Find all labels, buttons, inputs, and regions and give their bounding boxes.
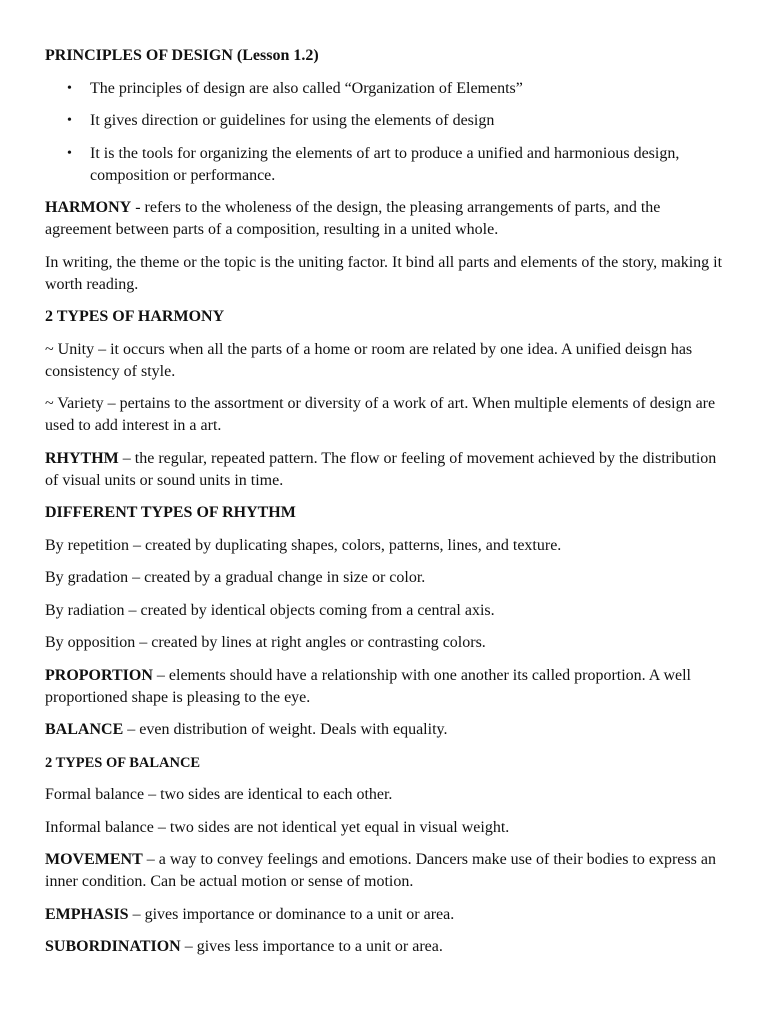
harmony-paragraph — [45, 197, 730, 241]
harmony-definition: - refers to the wholeness of the design, the pleasing arrangements of parts, and the agreement between parts of a composition, resulting in a united whole. — [45, 199, 661, 238]
rhythm-types-heading: DIFFERENT TYPES OF RHYTHM — [45, 504, 296, 521]
balance-definition: – even distribution of weight. Deals with equality. — [123, 721, 448, 738]
movement-paragraph — [45, 849, 730, 893]
subordination-definition: – gives less importance to a unit or area. — [180, 938, 443, 955]
balance-term: BALANCE — [45, 721, 124, 738]
rhythm-paragraph — [45, 448, 730, 492]
intro-bullet-item: • It is the tools for organizing the elements of art to produce a unified and harmonious design, composition or performance. — [90, 143, 730, 187]
document-title: PRINCIPLES OF DESIGN (Lesson 1.2) — [45, 47, 319, 64]
balance-types-heading: 2 TYPES OF BALANCE — [45, 754, 201, 771]
harmony-types-heading: 2 TYPES OF HARMONY — [45, 308, 225, 325]
movement-term: MOVEMENT — [45, 851, 143, 868]
movement-definition: – a way to convey feelings and emotions. Dancers make use of their bodies to express an inner condition. Can be actual motion or sense of motion. — [45, 851, 716, 890]
document-page — [45, 45, 730, 969]
variety-paragraph: ~ Variety – pertains to the assortment or diversity of a work of art. When multiple elements of design are used to add interest in a art. — [45, 395, 716, 434]
rhythm-type-gradation: By gradation – created by a gradual change in size or color. — [45, 569, 426, 586]
intro-bullet-item: • It gives direction or guidelines for using the elements of design — [90, 110, 730, 132]
intro-bullet-list — [45, 78, 730, 187]
subordination-paragraph — [45, 936, 730, 958]
rhythm-type-radiation: By radiation – created by identical objects coming from a central axis. — [45, 601, 495, 619]
rhythm-type-repetition: By repetition – created by duplicating shapes, colors, patterns, lines, and texture. — [45, 536, 562, 554]
informal-balance-paragraph: Informal balance – two sides are not identical yet equal in visual weight. — [45, 818, 510, 836]
emphasis-term: EMPHASIS — [45, 905, 129, 923]
rhythm-definition: – the regular, repeated pattern. The flow or feeling of movement achieved by the distribution of visual units or sound units in time. — [45, 449, 717, 489]
subordination-term: SUBORDINATION — [45, 938, 181, 955]
rhythm-term: RHYTHM — [45, 449, 119, 467]
emphasis-paragraph — [45, 904, 730, 926]
emphasis-definition: – gives importance or dominance to a unit or area. — [128, 905, 455, 923]
writing-note: In writing, the theme or the topic is the uniting factor. It bind all parts and elements of the story, making it worth reading. — [45, 253, 723, 293]
proportion-term: PROPORTION — [45, 666, 153, 684]
harmony-term: HARMONY — [45, 199, 132, 216]
proportion-paragraph — [45, 665, 730, 709]
balance-paragraph — [45, 719, 730, 741]
proportion-definition: – elements should have a relationship with one another its called proportion. A well proportioned shape is pleasing to the eye. — [45, 666, 691, 706]
unity-paragraph: ~ Unity – it occurs when all the parts of a home or room are related by one idea. A unified deisgn has consistency of style. — [45, 340, 693, 380]
rhythm-type-opposition: By opposition – created by lines at right angles or contrasting colors. — [45, 634, 486, 651]
formal-balance-paragraph: Formal balance – two sides are identical to each other. — [45, 786, 393, 803]
intro-bullet-item: • The principles of design are also called “Organization of Elements” — [90, 78, 730, 100]
